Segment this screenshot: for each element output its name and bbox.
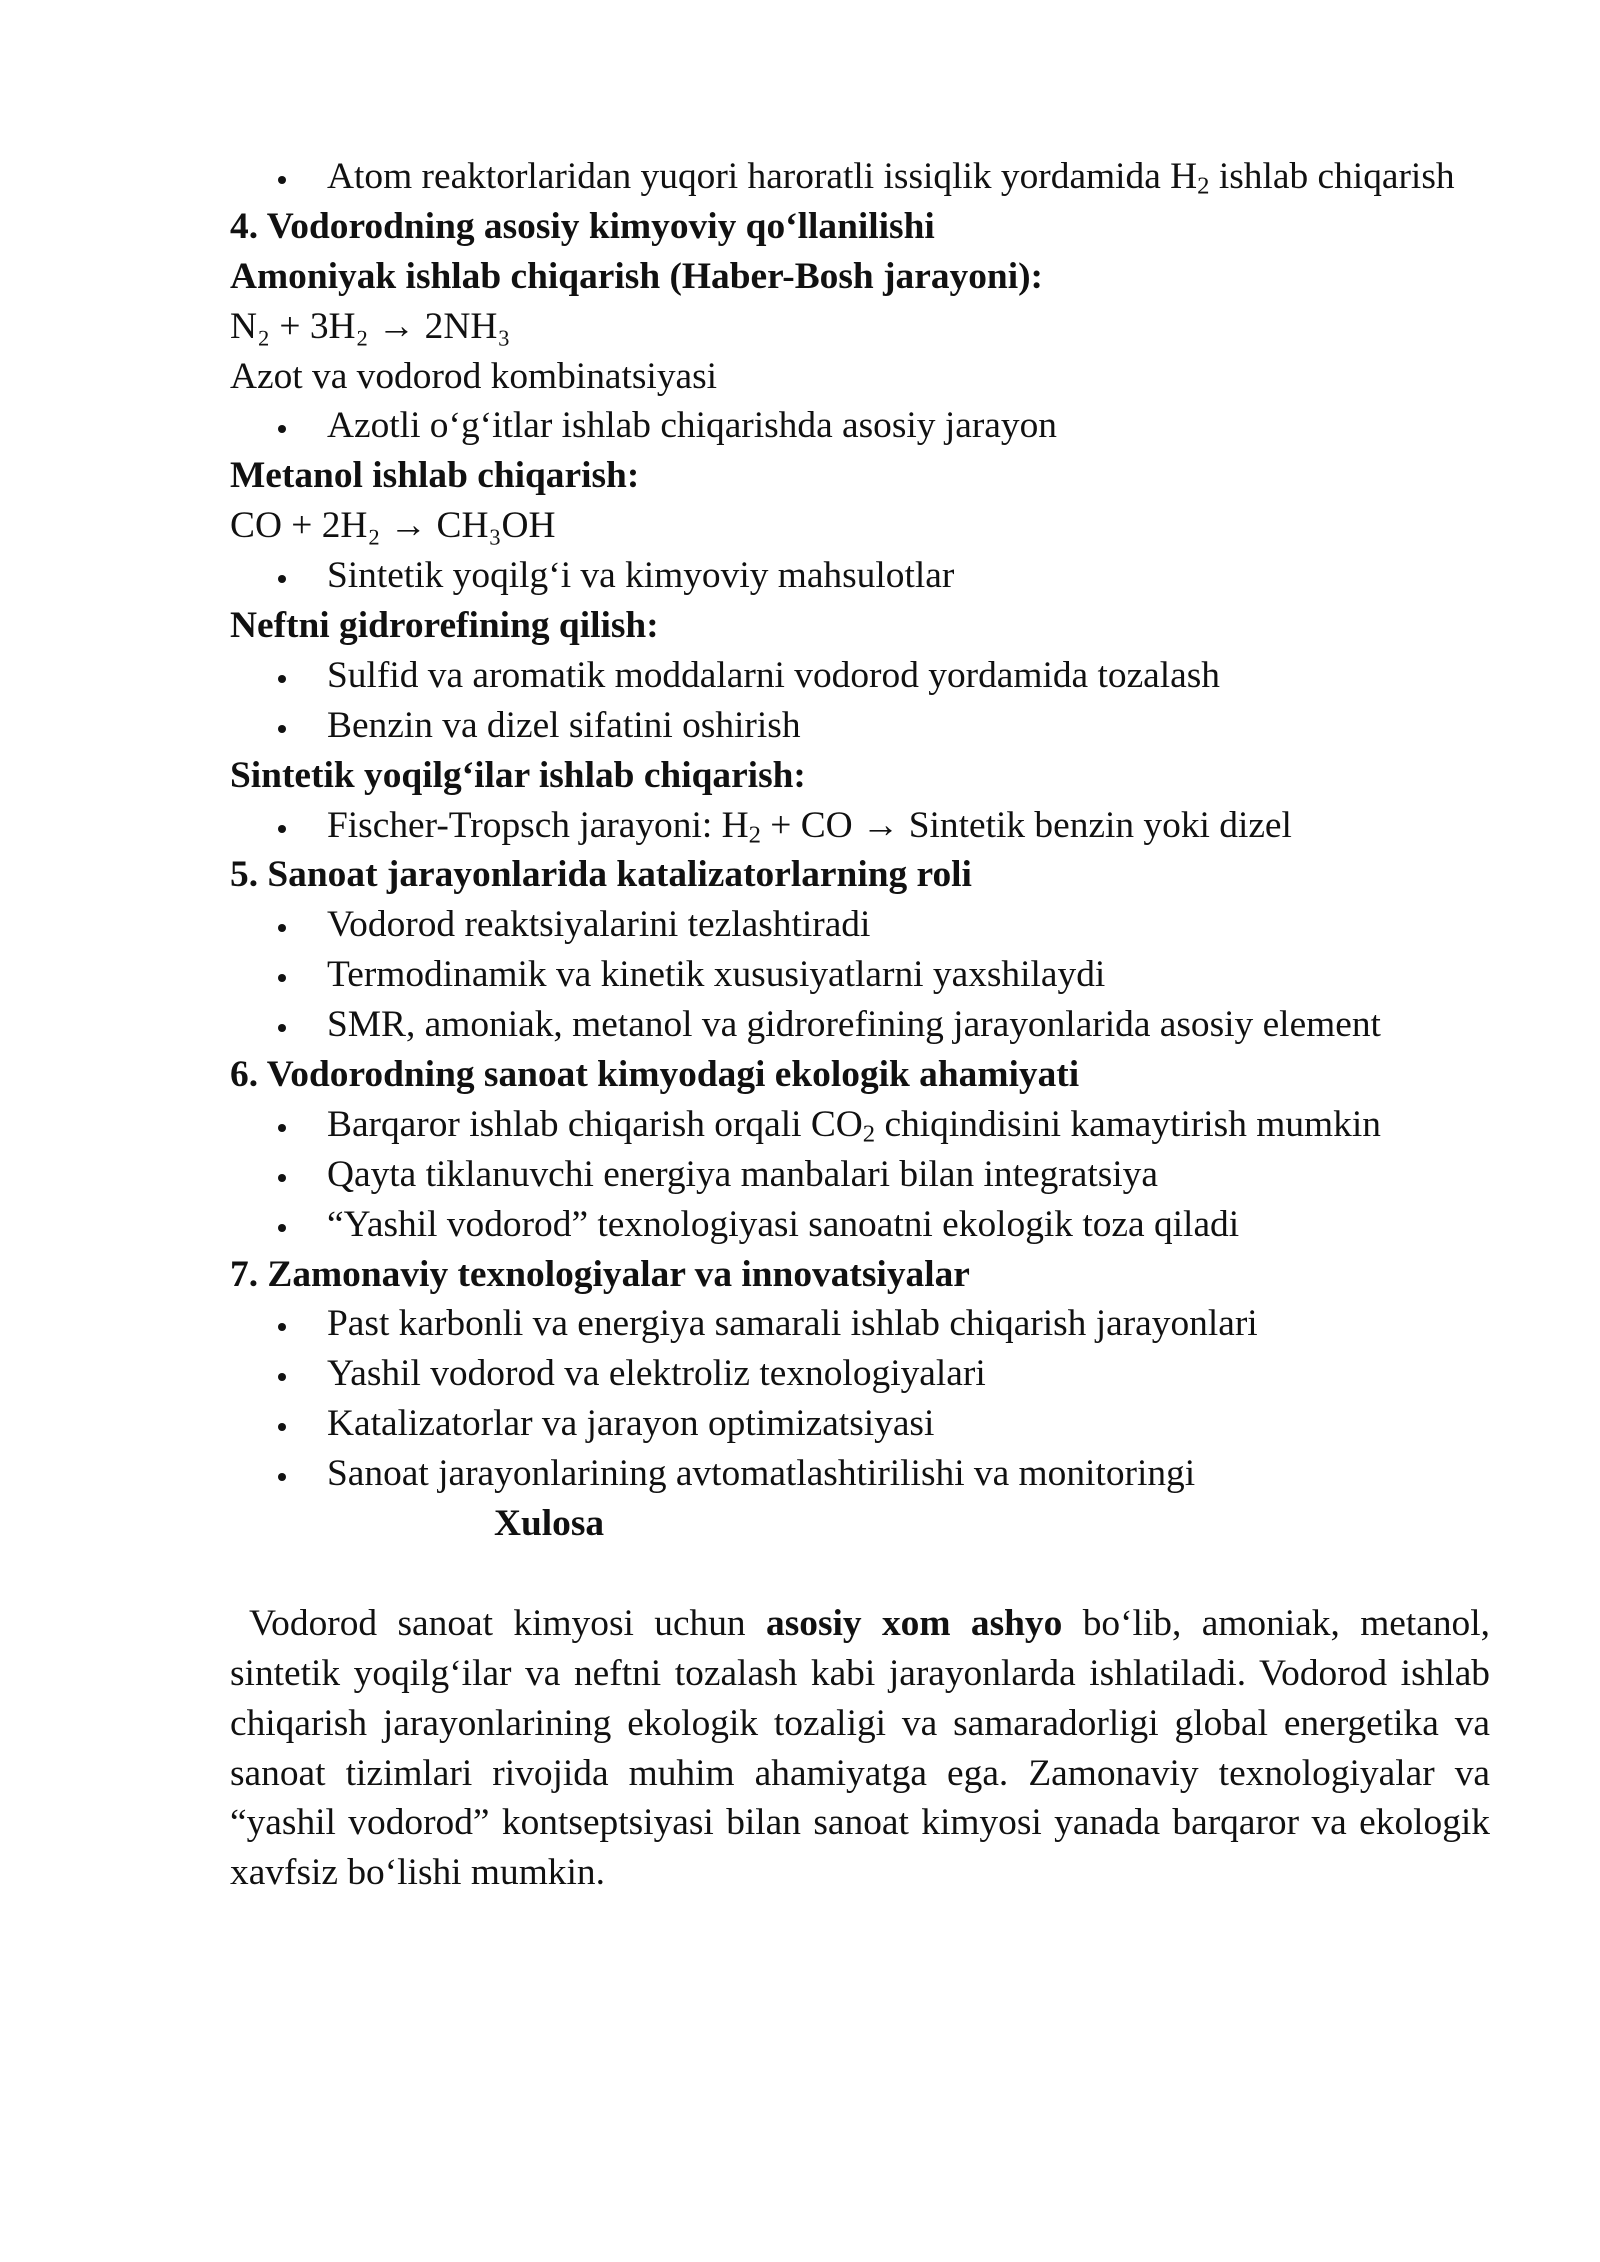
bullet-text: Barqaror ishlab chiqarish orqali $CO_2$ chiqindisini kamaytirish mumkin	[327, 1103, 1381, 1148]
bullet-item	[230, 401, 1490, 451]
bullet-item	[230, 1000, 1490, 1050]
bullet-text: Katalizatorlar va jarayon optimizatsiyasi	[327, 1403, 935, 1445]
section-heading: 6. Vodorodning sanoat kimyodagi ekologik ahamiyati	[230, 1054, 1080, 1096]
document-content	[230, 152, 1490, 1898]
bullet-text: SMR, amoniak, metanol va gidrorefining jarayonlarida asosiy element	[327, 1004, 1381, 1046]
bullet-icon	[278, 1423, 286, 1431]
bullet-item	[230, 152, 1490, 202]
bullet-text: Azotli o‘g‘itlar ishlab chiqarishda asosiy jarayon	[327, 405, 1057, 447]
bullet-icon	[278, 1373, 286, 1381]
paragraph-line: sintetik yoqilg‘ilar va neftni tozalash kabi jarayonlarda ishlatiladi. Vodorod ishlab	[230, 1652, 1490, 1694]
bullet-text: Sanoat jarayonlarining avtomatlashtirilishi va monitoringi	[327, 1453, 1196, 1495]
bullet-icon	[278, 1323, 286, 1331]
paragraph-line: Vodorod sanoat kimyosi uchun asosiy xom ashyo bo‘lib, amoniak, metanol,	[249, 1602, 1490, 1644]
bullet-text: Vodorod reaktsiyalarini tezlashtiradi	[327, 904, 871, 946]
bullet-text: “Yashil vodorod” texnologiyasi sanoatni ekologik toza qiladi	[327, 1203, 1240, 1245]
section-heading: 7. Zamonaviy texnologiyalar va innovatsiyalar	[230, 1253, 970, 1295]
bullet-text: Atom reaktorlaridan yuqori haroratli issiqlik yordamida $H_2$ ishlab chiqarish	[327, 156, 1455, 200]
chemical-equation: N₂ + 3H₂ → 2NH₃	[230, 305, 511, 347]
bullet-icon	[278, 1473, 286, 1481]
bullet-text: Yashil vodorod va elektroliz texnologiyalari	[327, 1353, 986, 1395]
bullet-icon	[278, 176, 286, 184]
paragraph-line: “yashil vodorod” kontseptsiyasi bilan sanoat kimyosi yanada barqaror va ekologik	[230, 1802, 1490, 1844]
bullet-item	[230, 1299, 1490, 1349]
bullet-text: Fischer-Tropsch jarayoni: $H_2$ + CO → Sintetik benzin yoki dizel	[327, 804, 1292, 848]
bullet-text: Termodinamik va kinetik xususiyatlarni yaxshilaydi	[327, 954, 1106, 996]
subsection-title: Neftni gidrorefining qilish:	[230, 605, 659, 647]
bullet-item	[230, 950, 1490, 1000]
subsection-title: Amoniyak ishlab chiqarish (Haber-Bosh jarayoni):	[230, 255, 1043, 297]
bullet-item	[230, 1150, 1490, 1200]
bullet-icon	[278, 575, 286, 583]
bullet-item	[230, 651, 1490, 701]
bullet-icon	[278, 1024, 286, 1032]
chemical-equation: CO + 2H₂ → CH₃OH	[230, 505, 556, 547]
bullet-icon	[278, 974, 286, 982]
paragraph-line: xavfsiz bo‘lishi mumkin.	[230, 1852, 605, 1894]
bullet-text: Benzin va dizel sifatini oshirish	[327, 704, 801, 746]
bullet-icon	[278, 675, 286, 683]
subsection-title: Metanol ishlab chiqarish:	[230, 455, 640, 497]
bullet-icon	[278, 1174, 286, 1182]
bullet-icon	[278, 1224, 286, 1232]
bullet-text: Sintetik yoqilg‘i va kimyoviy mahsulotlar	[327, 555, 955, 597]
section-heading: 5. Sanoat jarayonlarida katalizatorlarning roli	[230, 854, 972, 896]
bullet-icon	[278, 1124, 286, 1132]
bullet-text: Qayta tiklanuvchi energiya manbalari bilan integratsiya	[327, 1153, 1158, 1195]
bullet-item	[230, 900, 1490, 950]
bullet-item	[230, 1399, 1490, 1449]
bullet-item	[230, 1349, 1490, 1399]
text-line: Azot va vodorod kombinatsiyasi	[230, 355, 718, 397]
bold-phrase: asosiy xom ashyo	[766, 1602, 1063, 1644]
section-heading: 4. Vodorodning asosiy kimyoviy qo‘llanilishi	[230, 205, 935, 247]
paragraph-line: sanoat tizimlari rivojida muhim ahamiyatga ega. Zamonaviy texnologiyalar va	[230, 1752, 1490, 1794]
bullet-item	[230, 1200, 1490, 1250]
bullet-text: Past karbonli va energiya samarali ishlab chiqarish jarayonlari	[327, 1303, 1258, 1345]
bullet-item	[230, 701, 1490, 751]
bullet-icon	[278, 725, 286, 733]
bullet-item	[230, 1449, 1490, 1499]
bullet-item	[230, 801, 1490, 851]
paragraph-line: chiqarish jarayonlarining ekologik tozaligi va samaradorligi global energetika va	[230, 1702, 1490, 1744]
subsection-title: Sintetik yoqilg‘ilar ishlab chiqarish:	[230, 754, 806, 796]
bullet-icon	[278, 425, 286, 433]
bullet-item	[230, 1100, 1490, 1150]
conclusion-paragraph	[230, 1599, 1490, 1898]
bullet-icon	[278, 924, 286, 932]
bullet-item	[230, 551, 1490, 601]
bullet-icon	[278, 825, 286, 833]
bullet-text: Sulfid va aromatik moddalarni vodorod yordamida tozalash	[327, 654, 1220, 696]
conclusion-heading: Xulosa	[494, 1503, 605, 1545]
